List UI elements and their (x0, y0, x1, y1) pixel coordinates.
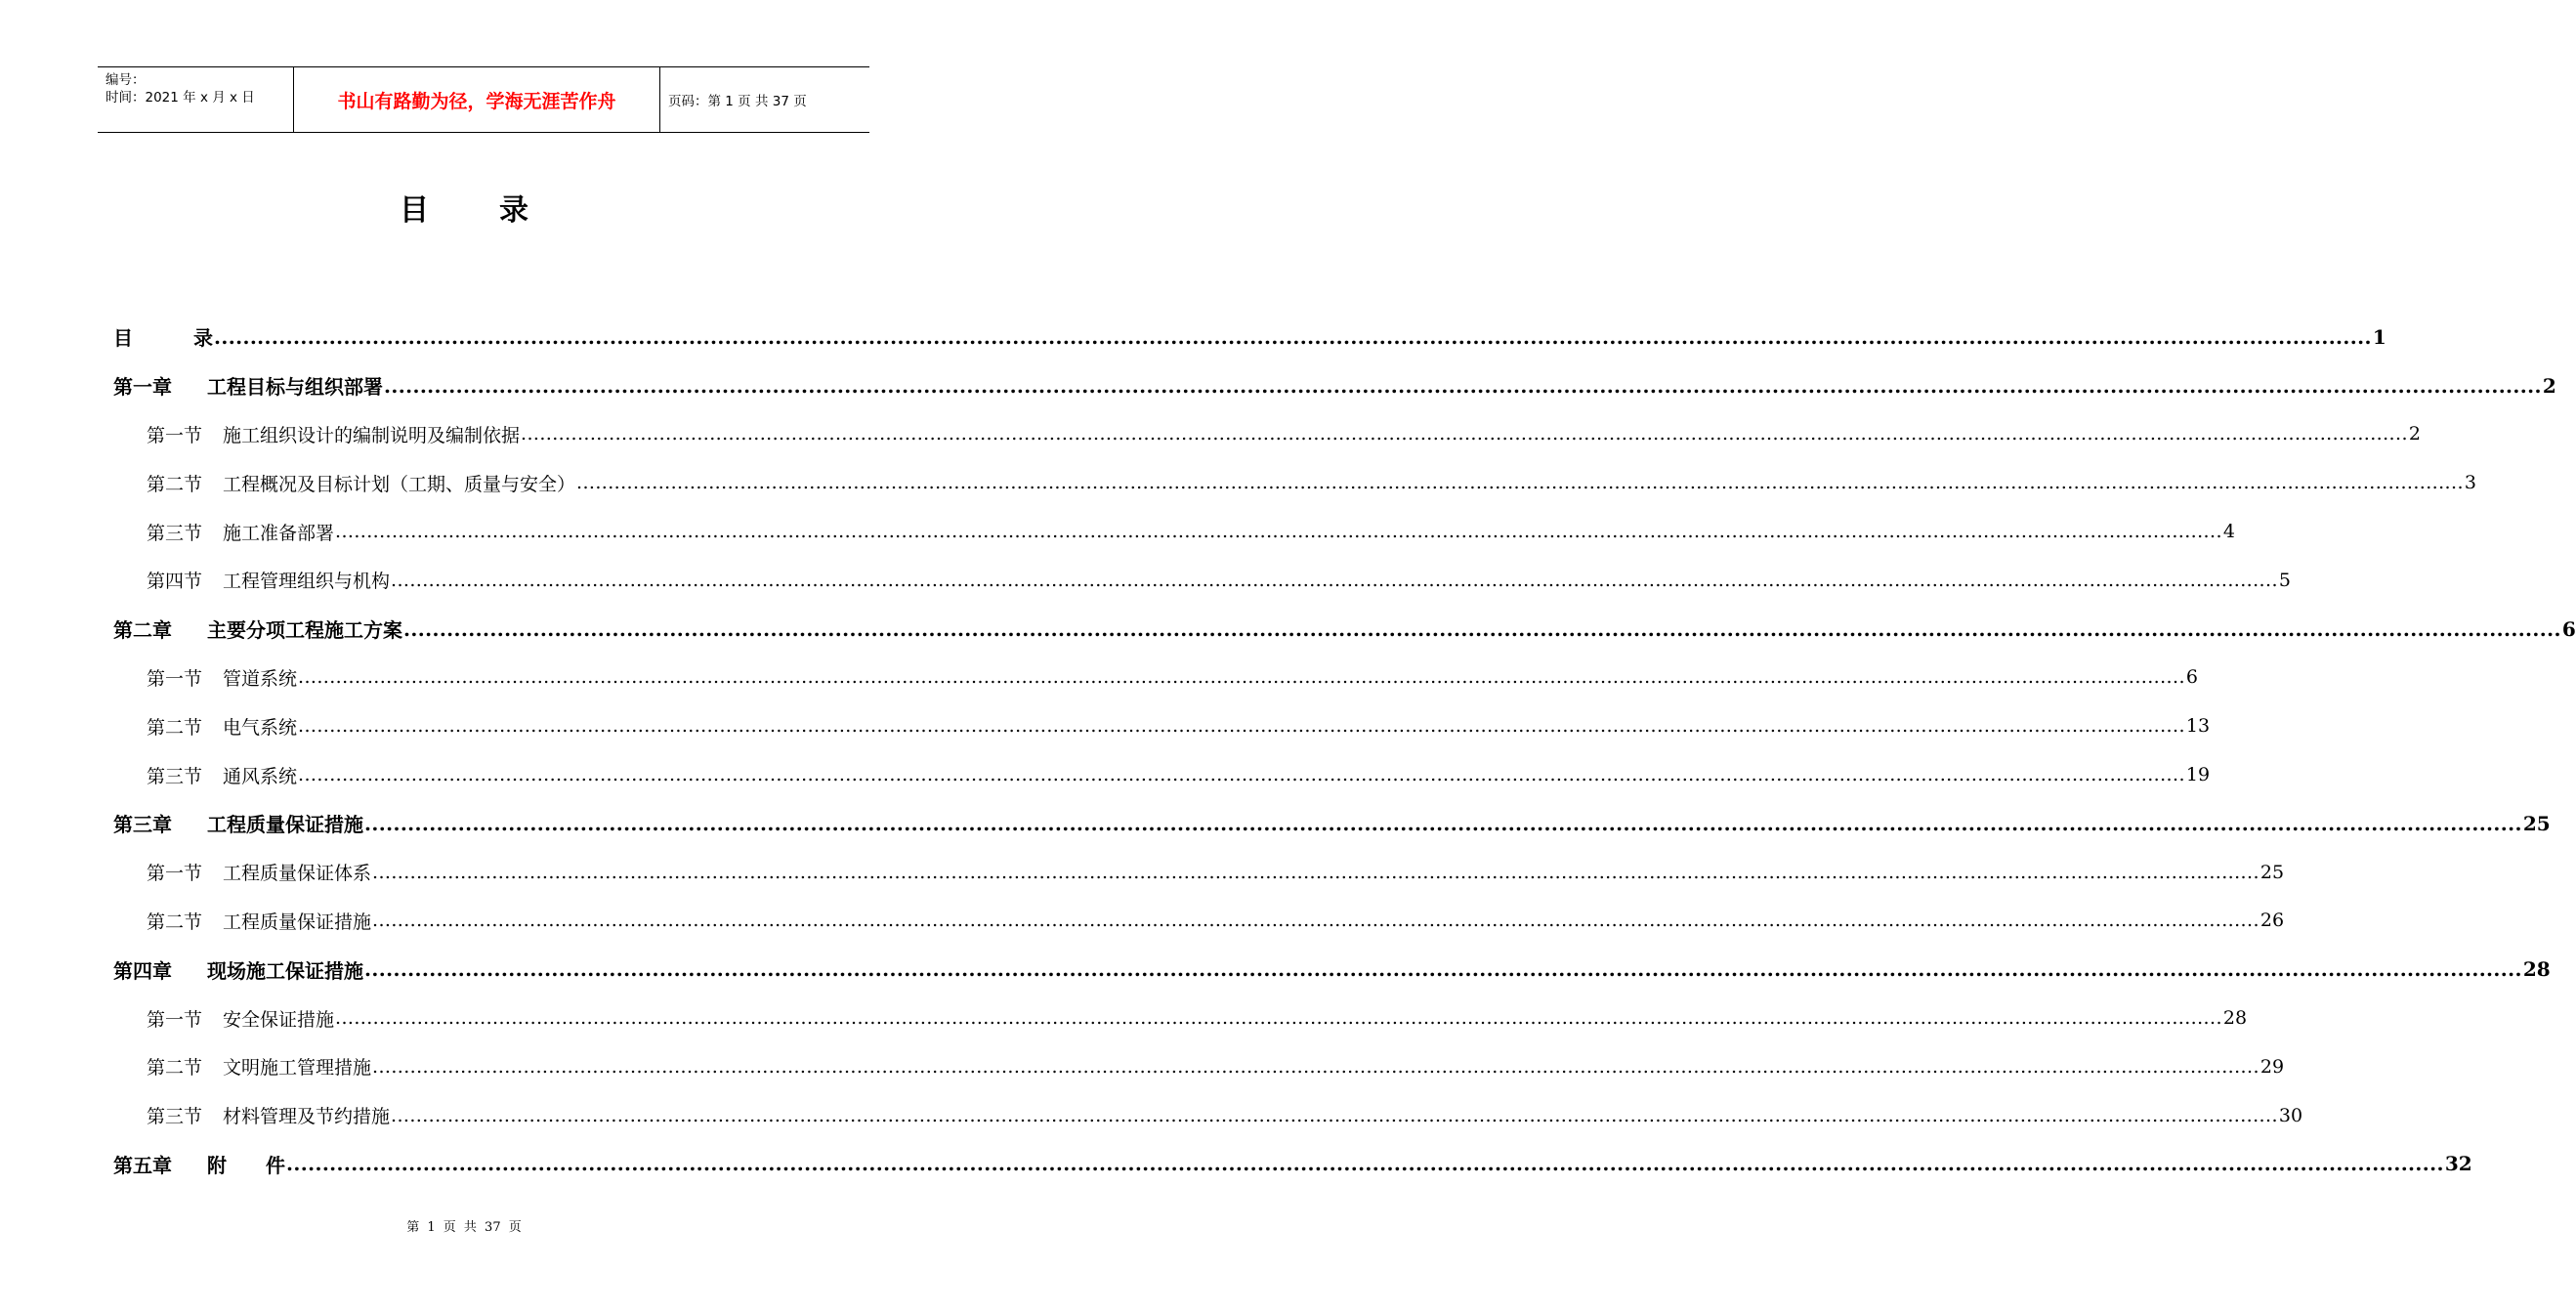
toc-entry-title: 现场施工保证措施 (207, 958, 363, 983)
toc-leader-dots: ............................................................................................................................................................................................................................................................................................................ (372, 1055, 2259, 1078)
toc-entry-label (147, 762, 298, 788)
toc-entry-title: 工程质量保证措施 (223, 911, 372, 933)
page-footer: 第 1 页 共 37 页 (406, 1220, 522, 1235)
toc-entry-page: 13 (2185, 715, 2211, 738)
toc-entry-label (147, 421, 521, 447)
toc-leader-dots: ............................................................................................................................................................................................................................................................................................................ (298, 666, 2185, 689)
toc-entry-title: 电气系统 (223, 716, 298, 739)
toc-entry-page: 28 (2522, 957, 2551, 982)
toc-entry-label (147, 470, 576, 496)
toc-entry[interactable] (113, 507, 2235, 556)
toc-entry-label (147, 567, 391, 593)
toc-entry-number: 第一章 (113, 375, 172, 400)
toc-entry-label (147, 1102, 391, 1128)
toc-entry-number: 第一节 (147, 863, 203, 885)
toc-entry-title: 管道系统 (223, 667, 298, 690)
toc-entry[interactable] (113, 605, 2576, 654)
toc-entry-label (147, 908, 372, 934)
toc-entry[interactable] (113, 556, 2291, 605)
toc-leader-dots: ............................................................................................................................................................................................................................................................................................................ (364, 811, 2522, 835)
toc-entry-page: 29 (2259, 1055, 2285, 1078)
toc-entry-number: 第五章 (113, 1153, 172, 1177)
toc-entry-number: 第一节 (147, 1008, 203, 1031)
toc-entry[interactable] (113, 361, 2556, 410)
header-divider (293, 67, 294, 132)
toc-leader-dots: ............................................................................................................................................................................................................................................................................................................ (335, 521, 2222, 543)
toc-entry[interactable] (113, 994, 2248, 1042)
toc-entry-title: 附 件 (207, 1153, 285, 1177)
toc-entry-number: 第二章 (113, 618, 172, 643)
toc-entry[interactable] (113, 458, 2476, 507)
toc-entry-page: 30 (2278, 1104, 2303, 1126)
toc-entry-title: 工程目标与组织部署 (207, 375, 383, 400)
toc-entry[interactable] (113, 799, 2551, 848)
toc-entry-label (147, 859, 372, 885)
toc-entry-title: 施工组织设计的编制说明及编制依据 (223, 424, 521, 446)
header-motto: 书山有路勤为径，学海无涯苦作舟 (337, 90, 616, 112)
toc-entry-title: 安全保证措施 (223, 1008, 335, 1031)
toc-entry-number: 目 (113, 326, 133, 351)
toc-entry-number: 第二节 (147, 911, 203, 933)
toc-entry-page: 5 (2278, 569, 2291, 591)
toc-entry[interactable] (113, 848, 2285, 897)
toc-leader-dots: ............................................................................................................................................................................................................................................................................................................ (214, 324, 2372, 349)
toc-entry-label (147, 519, 335, 545)
toc-leader-dots: ............................................................................................................................................................................................................................................................................................................ (403, 616, 2561, 641)
toc-entry-label (147, 713, 298, 740)
toc-entry-label (113, 809, 364, 837)
toc-entry-number: 第三节 (147, 1106, 203, 1128)
header-divider (659, 67, 660, 132)
toc-entry-page: 25 (2522, 811, 2551, 835)
toc-entry-number: 第三节 (147, 522, 203, 544)
toc-entry-label (113, 955, 364, 984)
toc-entry[interactable] (113, 1042, 2285, 1091)
toc-entry-page: 2 (2542, 373, 2556, 398)
toc-entry-number: 第二节 (147, 1057, 203, 1080)
toc-entry-label (113, 614, 403, 643)
toc-leader-dots: ............................................................................................................................................................................................................................................................................................................ (335, 1007, 2222, 1030)
toc-entry-page: 3 (2464, 472, 2476, 494)
header-meta (106, 71, 255, 106)
toc-entry[interactable] (113, 897, 2285, 946)
document-title: 目录 (400, 193, 599, 228)
toc-entry-number: 第一节 (147, 424, 203, 446)
toc-entry-page: 1 (2372, 324, 2386, 349)
toc-entry[interactable] (113, 750, 2211, 799)
toc-entry-number: 第一节 (147, 667, 203, 690)
toc-entry-page: 32 (2444, 1152, 2472, 1176)
toc-entry-label (113, 1150, 286, 1178)
toc-entry-title: 材料管理及节约措施 (223, 1106, 391, 1128)
toc-leader-dots: ............................................................................................................................................................................................................................................................................................................ (298, 764, 2185, 786)
toc-entry-title: 工程质量保证措施 (207, 813, 363, 837)
toc-entry-label (147, 664, 298, 691)
toc-entry-page: 6 (2561, 616, 2576, 641)
toc-entry-title: 文明施工管理措施 (223, 1057, 372, 1080)
toc-entry-title: 通风系统 (223, 765, 298, 787)
toc-entry-label (147, 1005, 335, 1032)
toc-entry-page: 19 (2185, 764, 2211, 786)
toc-entry-title: 工程管理组织与机构 (223, 571, 391, 593)
toc-entry-title: 主要分项工程施工方案 (207, 618, 402, 643)
toc-leader-dots: ............................................................................................................................................................................................................................................................................................................ (298, 715, 2185, 738)
table-of-contents (113, 313, 2576, 1188)
header-page-info: 页码：第 1 页 共 37 页 (668, 94, 807, 109)
toc-entry-page: 6 (2185, 666, 2198, 689)
toc-leader-dots: ............................................................................................................................................................................................................................................................................................................ (384, 373, 2542, 398)
toc-entry[interactable] (113, 1091, 2303, 1140)
toc-leader-dots: ............................................................................................................................................................................................................................................................................................................ (391, 1104, 2278, 1126)
toc-entry[interactable] (113, 1140, 2472, 1189)
toc-entry-number: 第四章 (113, 958, 172, 983)
toc-entry-label (147, 1053, 372, 1080)
toc-entry[interactable] (113, 410, 2421, 459)
toc-entry-number: 第二节 (147, 473, 203, 495)
toc-entry-number: 第四节 (147, 571, 203, 593)
toc-entry-label (113, 322, 214, 351)
toc-entry-page: 25 (2259, 861, 2285, 883)
toc-entry[interactable] (113, 654, 2198, 702)
toc-entry[interactable] (113, 945, 2551, 994)
toc-leader-dots: ............................................................................................................................................................................................................................................................................................................ (286, 1152, 2444, 1176)
toc-entry-page: 26 (2259, 910, 2285, 932)
toc-entry-title: 录 (193, 326, 213, 351)
toc-leader-dots: ............................................................................................................................................................................................................................................................................................................ (364, 957, 2522, 982)
date-label: 时间：2021 年 x 月 x 日 (106, 90, 255, 106)
toc-entry-page: 4 (2222, 521, 2235, 543)
toc-entry-number: 第三节 (147, 765, 203, 787)
page-header (98, 66, 869, 133)
toc-leader-dots: ............................................................................................................................................................................................................................................................................................................ (391, 569, 2278, 591)
toc-entry[interactable] (113, 313, 2386, 361)
toc-entry-title: 工程质量保证体系 (223, 863, 372, 885)
toc-leader-dots: ............................................................................................................................................................................................................................................................................................................ (576, 472, 2464, 494)
toc-leader-dots: ............................................................................................................................................................................................................................................................................................................ (521, 423, 2408, 445)
toc-leader-dots: ............................................................................................................................................................................................................................................................................................................ (372, 910, 2259, 932)
toc-leader-dots: ............................................................................................................................................................................................................................................................................................................ (372, 861, 2259, 883)
toc-entry-number: 第二节 (147, 716, 203, 739)
toc-entry-number: 第三章 (113, 813, 172, 837)
toc-entry-title: 施工准备部署 (223, 522, 335, 544)
toc-entry-page: 28 (2222, 1007, 2248, 1030)
toc-entry-page: 2 (2408, 423, 2421, 445)
toc-entry-label (113, 371, 384, 400)
toc-entry[interactable] (113, 701, 2211, 750)
serial-label: 编号： (106, 72, 146, 88)
toc-entry-title: 工程概况及目标计划（工期、质量与安全） (223, 473, 576, 495)
